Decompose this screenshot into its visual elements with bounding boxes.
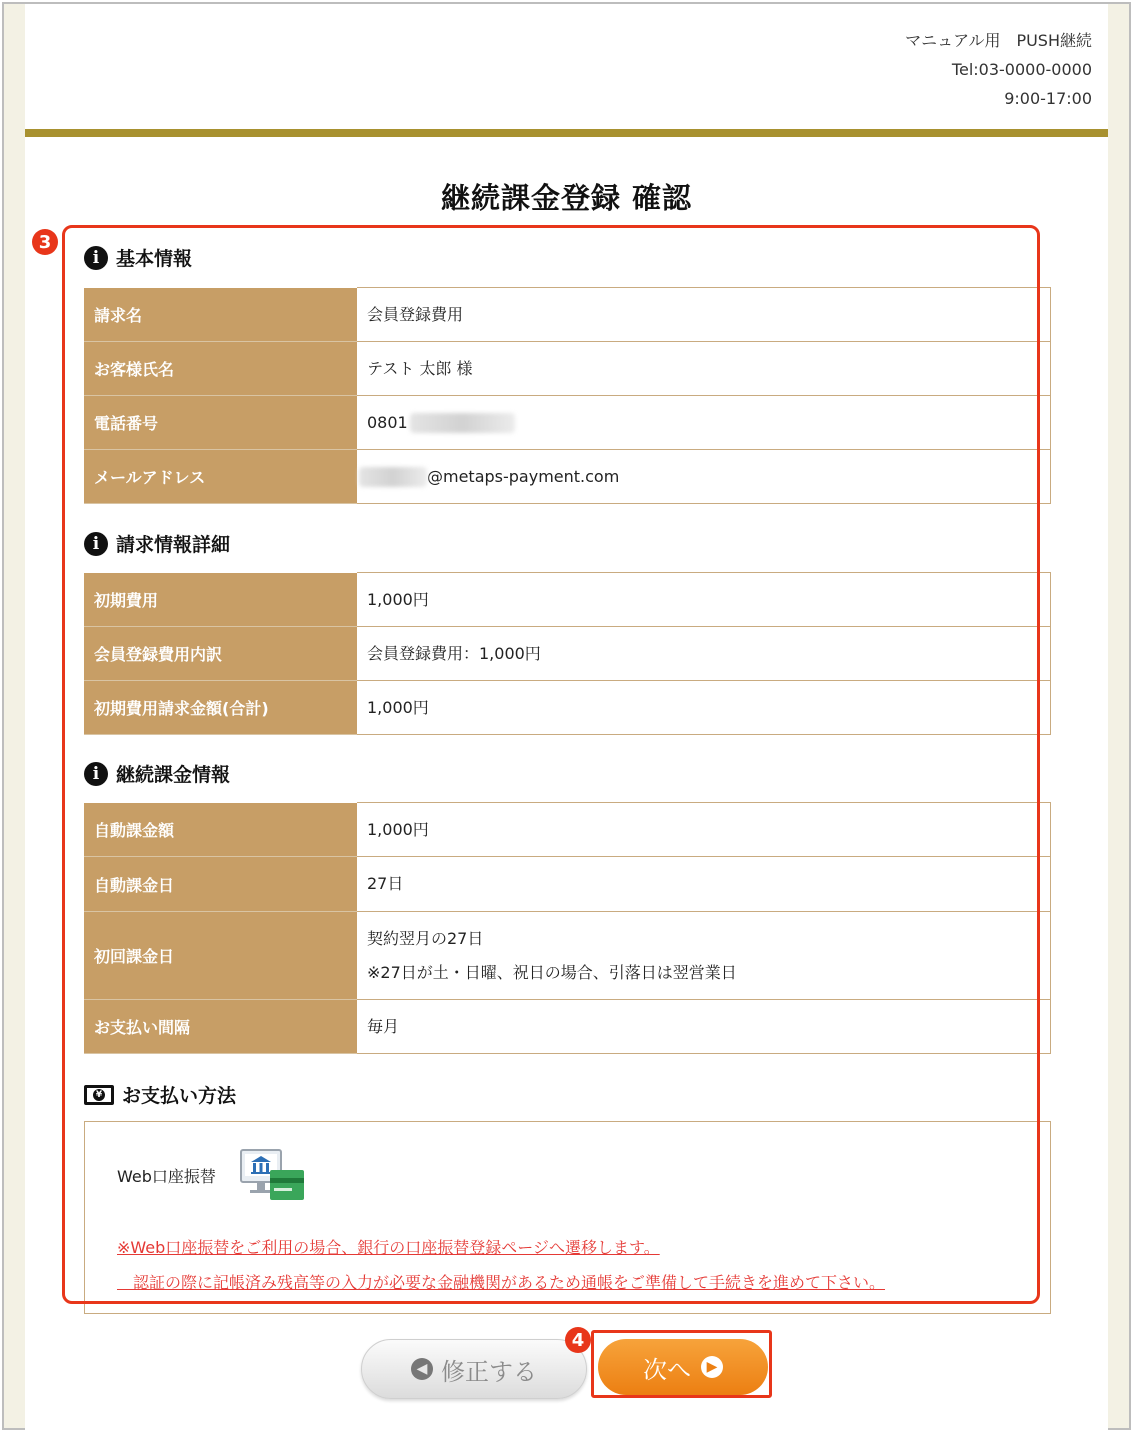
arrow-right-circle-icon: ▶ [701,1356,723,1378]
info-icon: i [84,532,108,556]
row-label: メールアドレス [84,450,357,504]
payment-method-label: Web口座振替 [117,1167,216,1186]
row-label: 自動課金日 [84,857,357,912]
arrow-left-circle-icon: ◀ [411,1358,433,1380]
first-charge-date: 契約翌月の27日 [367,928,484,948]
annotation-marker-4: 4 [565,1327,591,1353]
shop-hours: 9:00-17:00 [1004,89,1092,108]
row-value: 1,000円 [357,573,1051,627]
passbook-notice: 認証の際に記帳済み残高等の入力が必要な金融機関があるため通帳をご準備して手続きを進めて下さい。 [117,1273,886,1292]
annotation-marker-3: 3 [32,229,58,255]
header-divider [25,129,1108,137]
row-value: 1,000円 [357,803,1051,857]
page [25,4,1108,1432]
money-icon: ¥ [84,1085,114,1105]
redirect-notice: ※Web口座振替をご利用の場合、銀行の口座振替登録ページへ遷移します。 [117,1238,660,1257]
info-icon: i [84,246,108,270]
info-icon: i [84,762,108,786]
row-label: 請求名 [84,288,357,342]
row-label: お支払い間隔 [84,1000,357,1054]
row-label: お客様氏名 [84,342,357,396]
row-label: 会員登録費用内訳 [84,627,357,681]
edit-button-label: 修正する [441,1357,537,1386]
row-value: 1,000円 [357,681,1051,735]
shop-name: マニュアル用 PUSH継続 [905,31,1092,50]
section-heading-recurring-info: i 継続課金情報 [84,760,230,787]
row-value: 毎月 [357,1000,1051,1054]
row-value: 27日 [357,857,1051,912]
window-frame [2,2,1131,1430]
row-value: 会員登録費用：1,000円 [357,627,1051,681]
row-label: 初期費用 [84,573,357,627]
phone-value: 0801 [367,412,408,432]
row-value: 会員登録費用 [357,288,1051,342]
row-label: 自動課金額 [84,803,357,857]
row-value: テスト 太郎 様 [357,342,1051,396]
row-label: 電話番号 [84,396,357,450]
row-label: 初回課金日 [84,912,357,1000]
edit-button[interactable] [361,1339,587,1399]
contact-info [905,26,1092,113]
email-value: @metaps-payment.com [427,466,620,486]
first-charge-note: ※27日が土・日曜、祝日の場合、引落日は翌営業日 [367,962,737,982]
shop-tel: Tel:03-0000-0000 [951,60,1092,79]
row-label: 初期費用請求金額(合計) [84,681,357,735]
page-title: 継続課金登録 確認 [440,181,693,215]
section-heading-basic-info: i 基本情報 [84,244,192,271]
annotation-box-4 [591,1330,772,1398]
section-heading-billing-detail: i 請求情報詳細 [84,530,230,557]
section-heading-payment: ¥ お支払い方法 [84,1081,236,1108]
annotation-box-3 [62,225,1040,1304]
next-button-label: 次へ [643,1355,691,1384]
